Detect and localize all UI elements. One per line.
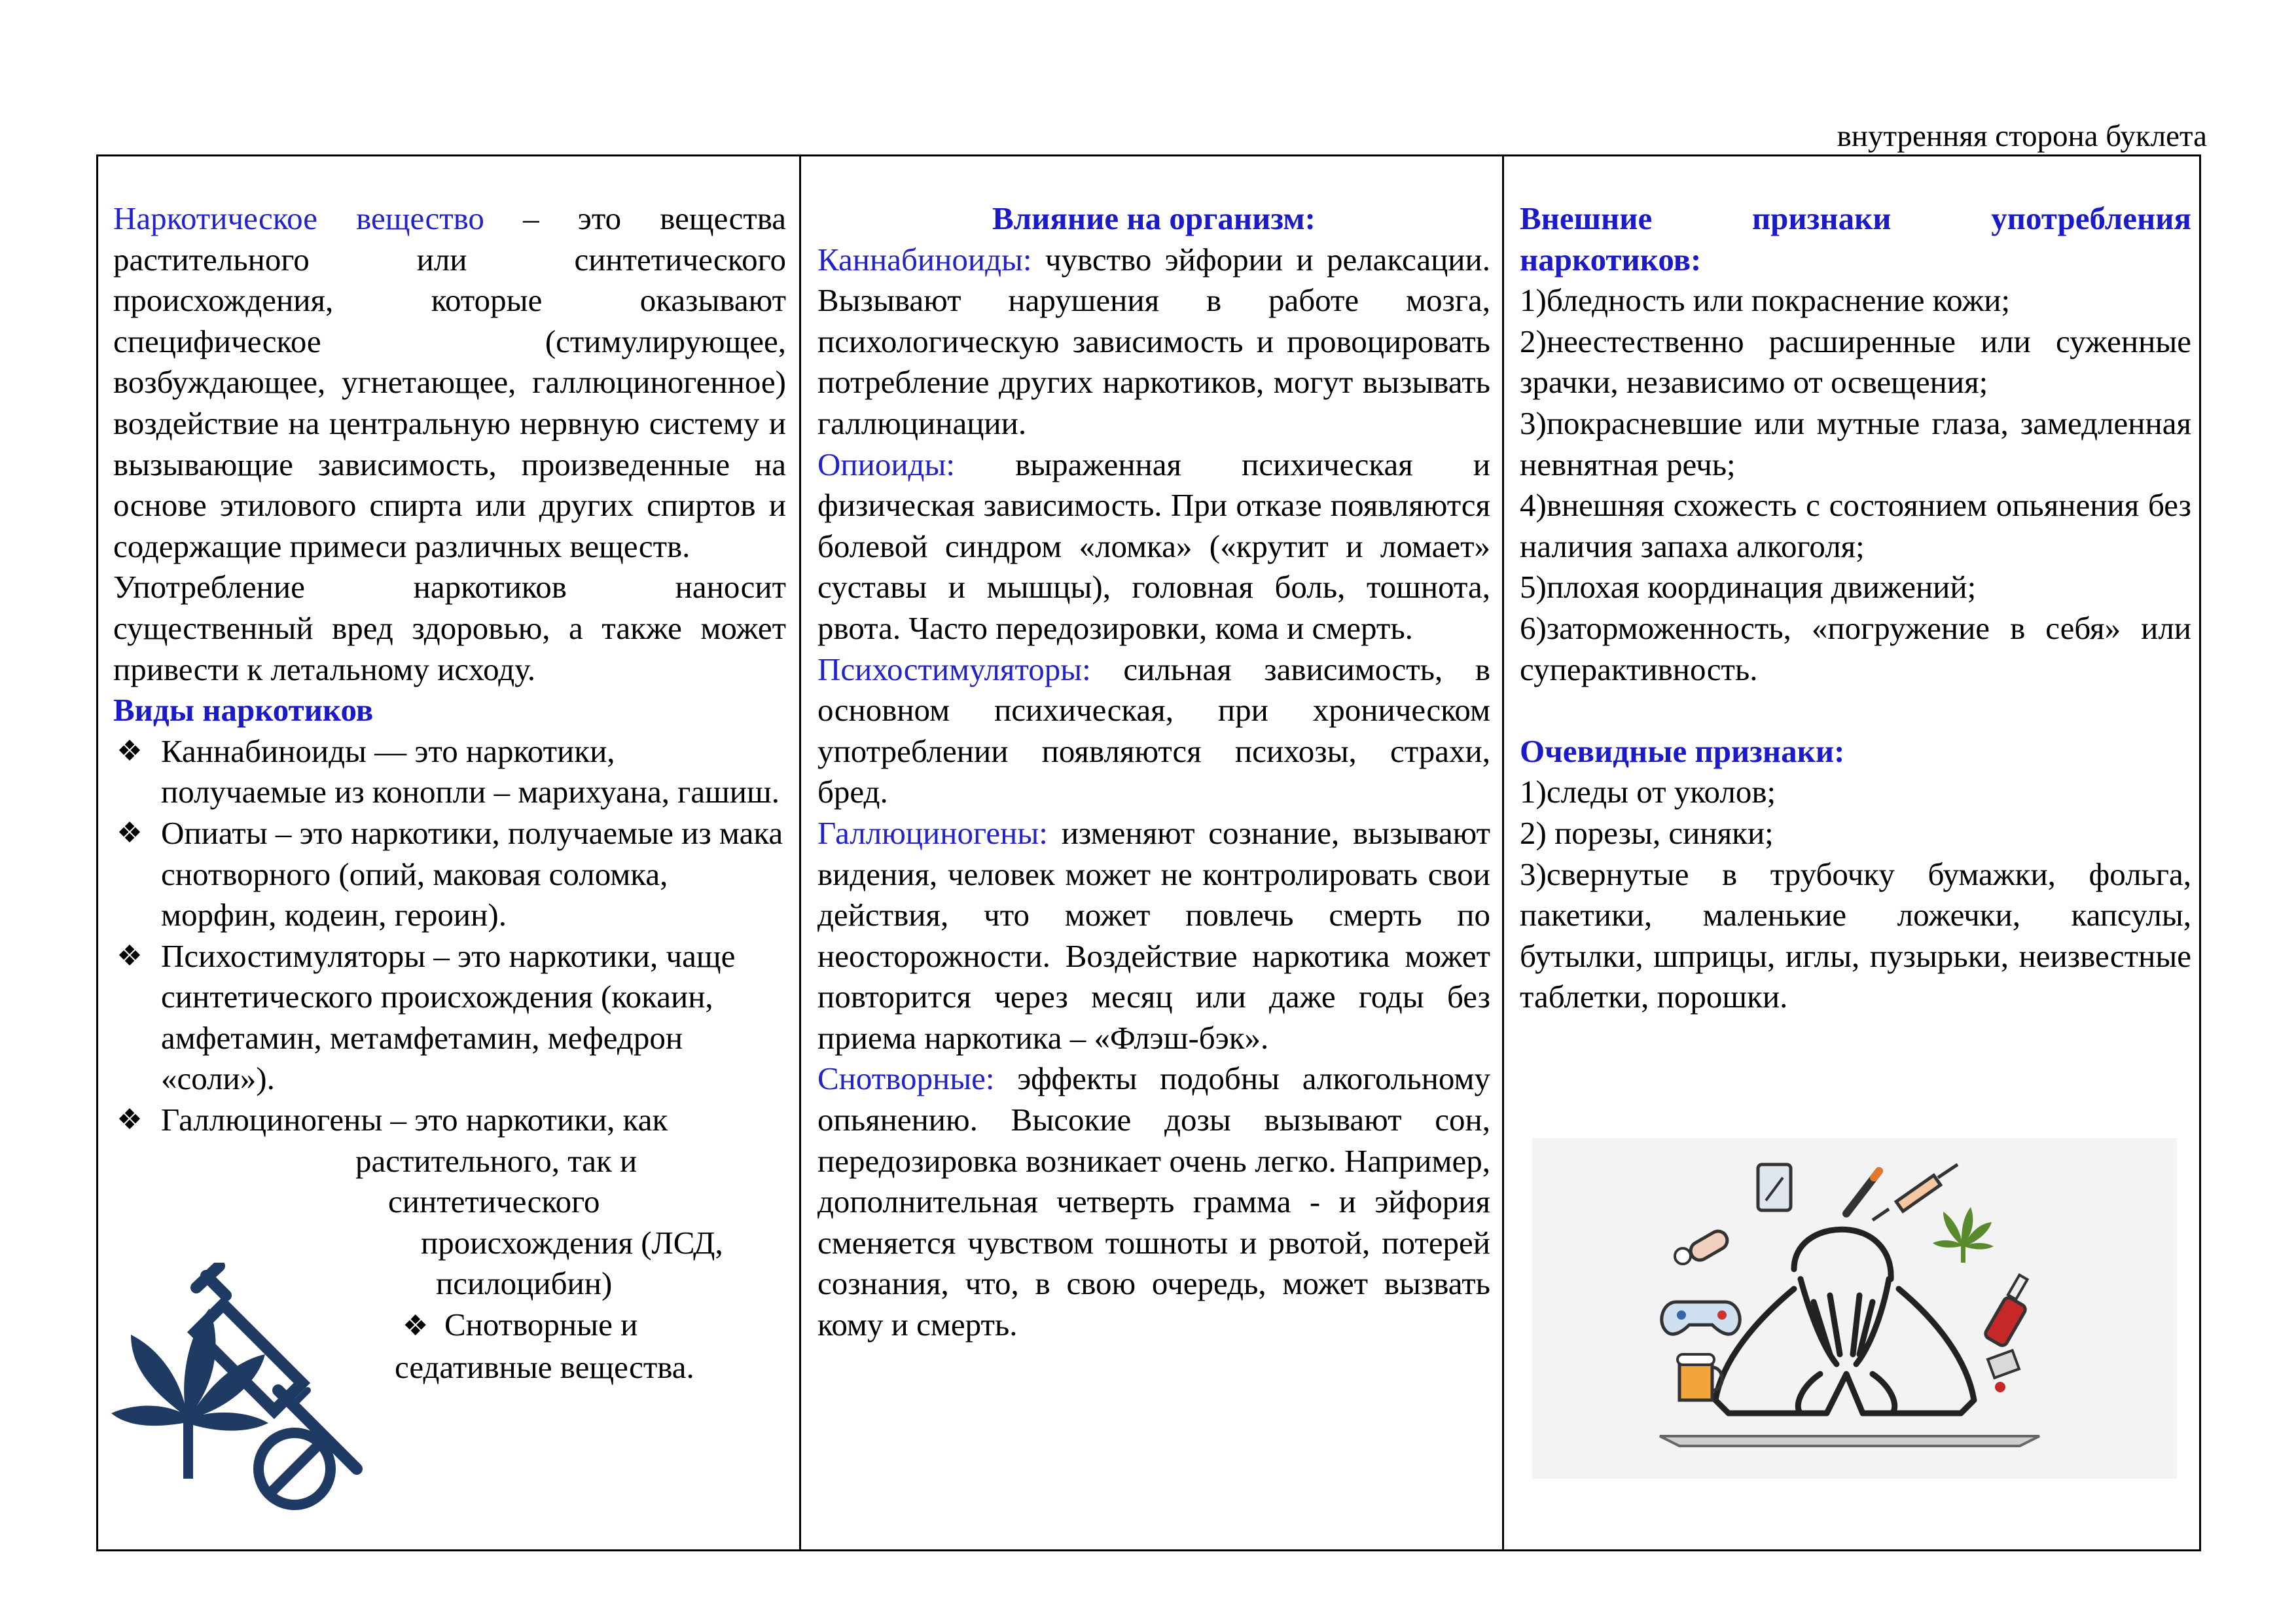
tablet-icon: [1758, 1164, 1791, 1210]
drug-illustration: [105, 1263, 386, 1515]
definition-term: Наркотическое вещество: [113, 200, 484, 236]
list-item: ❖ Психостимуляторы – это наркотики, чаще синтетического происхождения (кокаин, амфетамин, метамфетамин, мефедрон «соли»).: [113, 936, 786, 1100]
page-caption: внутренняя сторона буклета: [1837, 119, 2207, 153]
drug-types-list: [113, 731, 786, 1141]
effects-heading: Влияние на организм:: [992, 200, 1316, 236]
list-item: 6)заторможенность, «погружение в себя» или суперактивность.: [1520, 609, 2191, 687]
column-drug-types: [98, 156, 801, 1549]
list-item: 1)бледность или покраснение кожи;: [1520, 282, 2011, 319]
list-item: 1)следы от уколов;: [1520, 774, 1776, 810]
list-item: 2)неестественно расширенные или суженные зрачки, независимо от освещения;: [1520, 323, 2191, 401]
harm-paragraph: Употребление наркотиков наносит существенный вред здоровью, а также может привести к летальному исходу.: [113, 569, 786, 687]
pill-icon: [259, 1433, 331, 1505]
definition-text: – это вещества растительного или синтетического происхождения, которые оказывают специфическое (стимулирующее, возбуждающее, угнетающее, галлюциногенное) воздействие на центральную нервную систему и вызывающие зависимость, произведенные на основе этилового спирта или других спиртов и содержащие примеси различных веществ.: [113, 200, 786, 564]
obvious-signs-heading: Очевидные признаки:: [1520, 732, 1845, 769]
list-item: ❖ Галлюциногены – это наркотики, как: [113, 1100, 786, 1141]
column-signs: [1504, 156, 2202, 1549]
effect-block: Психостимуляторы: сильная зависимость, в основном психическая, при хроническом употреблении появляются психозы, страхи, бред.: [817, 651, 1490, 810]
booklet-table: [96, 154, 2201, 1551]
list-item: 5)плохая координация движений;: [1520, 569, 1977, 605]
list-item: ❖ Каннабиноиды — это наркотики, получаемые из конопли – марихуана, гашиш.: [113, 731, 786, 813]
list-item: 3)свернутые в трубочку бумажки, фольга, пакетики, маленькие ложечки, капсулы, бутылки, шприцы, иглы, пузырьки, неизвестные таблетки, порошки.: [1520, 856, 2191, 1015]
diamond-bullet-icon: ❖: [403, 1310, 429, 1343]
effect-block: Снотворные: эффекты подобны алкогольному опьянению. Высокие дозы вызывают сон, передозировка возникает очень легко. Например, дополнительная четверть грамма - и эйфория сменяется чувством тошноты и рвотой, потерей сознания, что, в свою очередь, может вызвать кому и смерть.: [817, 1060, 1490, 1343]
list-item: ❖ Опиаты – это наркотики, получаемые из мака снотворного (опий, маковая соломка, морфин, кодеин, героин).: [113, 813, 786, 936]
diamond-bullet-icon: ❖: [117, 734, 143, 767]
diamond-bullet-icon: ❖: [117, 939, 143, 972]
diamond-bullet-icon: ❖: [117, 1104, 143, 1136]
external-signs-heading: Внешние признаки употребления наркотиков:: [1520, 200, 2191, 278]
sedatives-item: ❖ Снотворные и: [403, 1307, 638, 1343]
effect-block: Каннабиноиды: чувство эйфории и релаксации. Вызывают нарушения в работе мозга, психологическую зависимость и провоцировать потребление других наркотиков, могут вызывать галлюцинации.: [817, 241, 1490, 441]
effect-block: Опиоиды: выраженная психическая и физическая зависимость. При отказе появляются болевой синдром «ломка» («крутит и ломает» суставы и мышцы), головная боль, тошнота, рвота. Часто передозировки, кома и смерть.: [817, 446, 1490, 646]
effect-block: Галлюциногены: изменяют сознание, вызывают видения, человек может не контролировать свои действия, что может повлечь смерть по неосторожности. Воздействие наркотика может повторится через месяц или даже годы без приема наркотика – «Флэш-бэк».: [817, 814, 1490, 1056]
types-heading: Виды наркотиков: [113, 692, 374, 729]
column-body-effects: [801, 156, 1504, 1549]
definition-paragraph: [113, 198, 786, 567]
list-item: 3)покрасневшие или мутные глаза, замедленная невнятная речь;: [1520, 405, 2191, 482]
list-item: 4)внешняя схожесть с состоянием опьянения без наличия запаха алкоголя;: [1520, 487, 2191, 564]
hallucinogens-continued: растительного, так и синтетического происхождения (ЛСД, псилоцибин) ❖ Снотворные и седативные вещества.: [113, 1141, 786, 1388]
diamond-bullet-icon: ❖: [117, 816, 143, 849]
list-item: 2) порезы, синяки;: [1520, 814, 1774, 851]
addiction-illustration: [1532, 1138, 2177, 1479]
